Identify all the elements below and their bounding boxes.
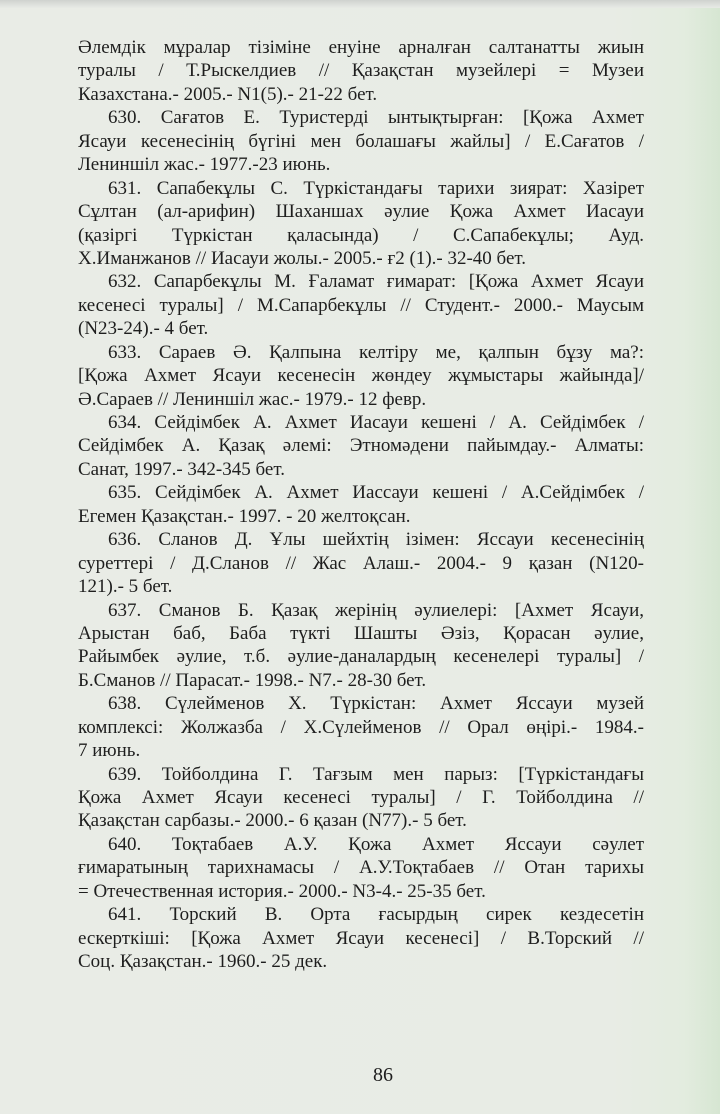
text-line: 641. Торский В. Орта ғасырдың сирек кездесетін — [108, 904, 644, 926]
text-line: суреттері / Д.Сланов // Жас Алаш.- 2004.- 9 қазан (N120- — [78, 552, 644, 574]
text-line: (қазіргі Түркістан қаласында) / С.Сапабекұлы; Ауд. — [78, 224, 644, 246]
text-line: кесенесі туралы] / М.Сапарбекұлы // Студент.- 2000.- Маусым — [78, 294, 644, 316]
text-line: 637. Сманов Б. Қазақ жерінің әулиелері: [Ахмет Ясауи, — [108, 599, 644, 621]
text-line: 639. Тойболдина Г. Тағзым мен парыз: [Түркістандағы — [108, 763, 644, 785]
text-line: 630. Сағатов Е. Туристерді ынтықтырған: [Қожа Ахмет — [108, 107, 644, 129]
bibliography-text — [78, 36, 644, 974]
text-line: Қазақстан сарбазы.- 2000.- 6 қазан (N77).- 5 бет. — [78, 810, 467, 832]
bibliography-entry — [78, 599, 644, 693]
text-line: 634. Сейдімбек А. Ахмет Иасауи кешені / А. Сейдімбек / — [108, 412, 644, 433]
text-line: ғимаратының тарихнамасы / А.У.Тоқтабаев // Отан тарихы — [78, 857, 644, 879]
bibliography-entry — [78, 528, 644, 598]
text-line: ескерткіші: [Қожа Ахмет Ясауи кесенесі] / В.Торский // — [78, 927, 644, 949]
text-line: 635. Сейдімбек А. Ахмет Иассауи кешені / А.Сейдімбек / — [108, 482, 644, 504]
text-line: = Отечественная история.- 2000.- N3-4.- 25-35 бет. — [78, 880, 486, 902]
text-line: Райымбек әулие, т.б. әулие-даналардың кесенелері туралы] / — [78, 646, 644, 668]
text-line: Х.Иманжанов // Иасауи жолы.- 2005.- ғ2 (1).- 32-40 бет. — [78, 247, 527, 269]
bibliography-entry — [78, 411, 644, 481]
bibliography-entry — [78, 106, 644, 176]
text-line: [Қожа Ахмет Ясауи кесенесін жөндеу жұмыстары жайында]/ — [78, 365, 644, 387]
text-line: Б.Сманов // Парасат.- 1998.- N7.- 28-30 бет. — [78, 669, 427, 691]
text-line: Казахстана.- 2005.- N1(5).- 21-22 бет. — [78, 83, 378, 105]
text-line: комплексі: Жолжазба / Х.Сүлейменов // Орал өңірі.- 1984.- — [78, 716, 644, 738]
bibliography-entry — [78, 341, 644, 411]
text-line: (N23-24).- 4 бет. — [78, 318, 209, 340]
bibliography-entry — [78, 270, 644, 340]
text-line: Арыстан баб, Баба түкті Шашты Әзіз, Қорасан әулие, — [78, 622, 644, 644]
text-line: 638. Сүлейменов Х. Түркістан: Ахмет Яссауи музей — [108, 693, 644, 715]
text-line: 632. Сапарбекұлы М. Ғаламат ғимарат: [Қожа Ахмет Ясауи — [108, 271, 644, 293]
text-line: 636. Сланов Д. Ұлы шейхтің ізімен: Яссауи кесенесінің — [108, 529, 644, 551]
text-line: 121).- 5 бет. — [78, 576, 173, 598]
bibliography-entry — [78, 903, 644, 973]
text-line: Санат, 1997.- 342-345 бет. — [78, 458, 285, 480]
text-line: Соц. Қазақстан.- 1960.- 25 дек. — [78, 951, 328, 973]
bibliography-entry — [78, 763, 644, 833]
page-number: 86 — [373, 1064, 393, 1086]
bibliography-entry — [78, 177, 644, 271]
bibliography-entry — [78, 481, 644, 528]
scan-top-edge — [0, 0, 720, 8]
text-line: Сұлтан (ал-арифин) Шаханшах әулие Қожа Ахмет Иасауи — [78, 201, 644, 223]
text-line: 633. Сараев Ә. Қалпына келтіру ме, қалпын бұзу ма?: — [108, 341, 644, 363]
bibliography-entry-continuation — [78, 36, 644, 106]
text-line: Ясауи кесенесінің бүгіні мен болашағы жайлы] / Е.Сағатов / — [78, 130, 644, 152]
text-line: Ә.Сараев // Лениншіл жас.- 1979.- 12 февр. — [78, 388, 427, 410]
text-line: 631. Сапабекұлы С. Түркістандағы тарихи зиярат: Хазірет — [108, 177, 644, 199]
text-line: туралы / Т.Рыскелдиев // Қазақстан музейлері = Музеи — [78, 60, 644, 82]
text-line: Әлемдік мұралар тізіміне енуіне арналған салтанатты жиын — [78, 37, 644, 58]
text-line: 7 июнь. — [78, 740, 141, 762]
bibliography-entry — [78, 833, 644, 903]
text-line: Лениншіл жас.- 1977.-23 июнь. — [78, 154, 331, 176]
bibliography-entry — [78, 692, 644, 762]
text-line: Егемен Қазақстан.- 1997. - 20 желтоқсан. — [78, 505, 411, 527]
text-line: Сейдімбек А. Қазақ әлемі: Этномәдени пайымдау.- Алматы: — [78, 435, 644, 457]
text-line: 640. Тоқтабаев А.У. Қожа Ахмет Яссауи сәулет — [108, 833, 644, 855]
text-line: Қожа Ахмет Ясауи кесенесі туралы] / Г. Тойболдина // — [78, 787, 644, 808]
